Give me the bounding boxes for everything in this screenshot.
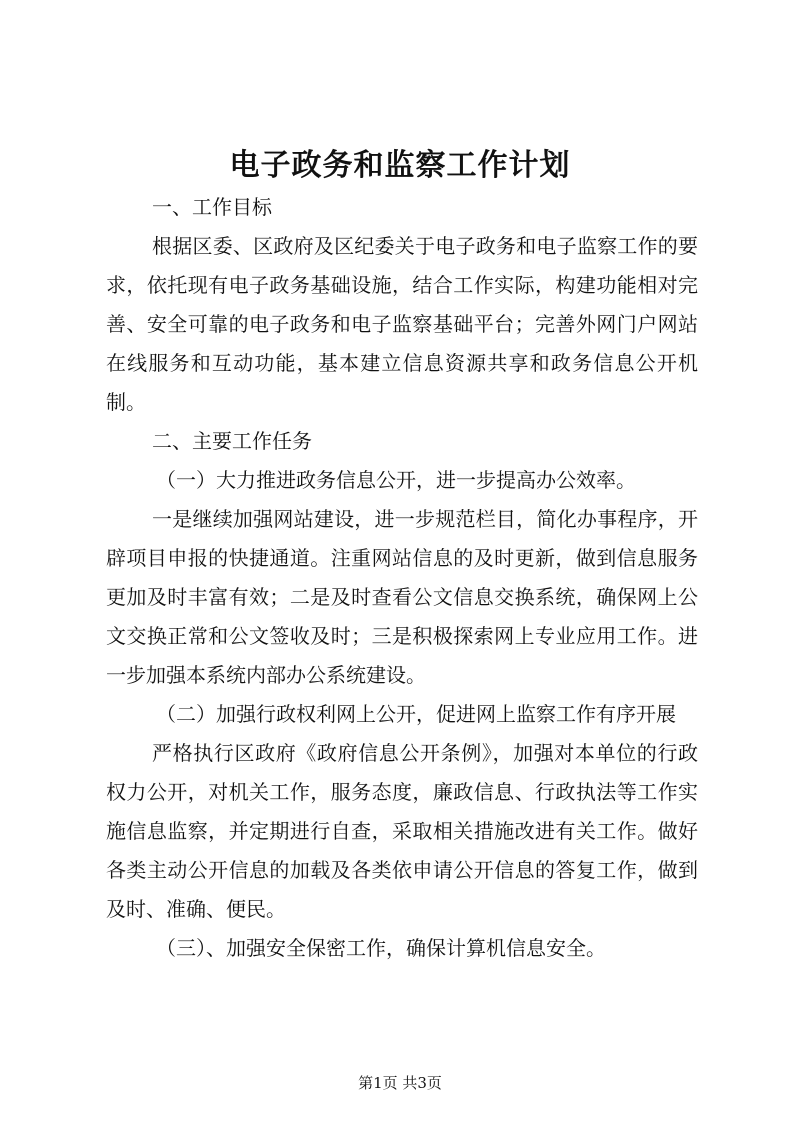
document-title: 电子政务和监察工作计划 — [229, 148, 571, 183]
page-footer: 第1页 共3页 — [358, 1074, 442, 1092]
paragraph-goals: 根据区委、区政府及区纪委关于电子政务和电子监察工作的要求，依托现有电子政务基础设施，结合工作实际，构建功能相对完善、安全可靠的电子政务和电子监察基础平台；完善外网门户网站在线服务和互动功能，基本建立信息资源共享和政务信息公开机制。 — [106, 234, 698, 414]
subheading-task-2: （二）加强行政权利网上公开，促进网上监察工作有序开展 — [156, 702, 676, 726]
paragraph-task-1: 一是继续加强网站建设，进一步规范栏目，简化办事程序，开辟项目申报的快捷通道。注重网站信息的及时更新，做到信息服务更加及时丰富有效；二是及时查看公文信息交换系统，确保网上公文交换正常和公文签收及时；三是积极探索网上专业应用工作。进一步加强本系统内部办公系统建设。 — [106, 507, 698, 687]
paragraph-task-2: 严格执行区政府《政府信息公开条例》，加强对本单位的行政权力公开，对机关工作，服务态度，廉政信息、行政执法等工作实施信息监察，并定期进行自查，采取相关措施改进有关工作。做好各类主动公开信息的加载及各类依申请公开信息的答复工作，做到及时、准确、便民。 — [106, 741, 698, 921]
subheading-task-3: （三）、加强安全保密工作，确保计算机信息安全。 — [156, 936, 606, 960]
section-heading-goals: 一、工作目标 — [152, 195, 272, 219]
subheading-task-1: （一）大力推进政务信息公开，进一步提高办公效率。 — [156, 468, 636, 492]
section-heading-tasks: 二、主要工作任务 — [152, 429, 312, 453]
document-body — [106, 188, 698, 968]
